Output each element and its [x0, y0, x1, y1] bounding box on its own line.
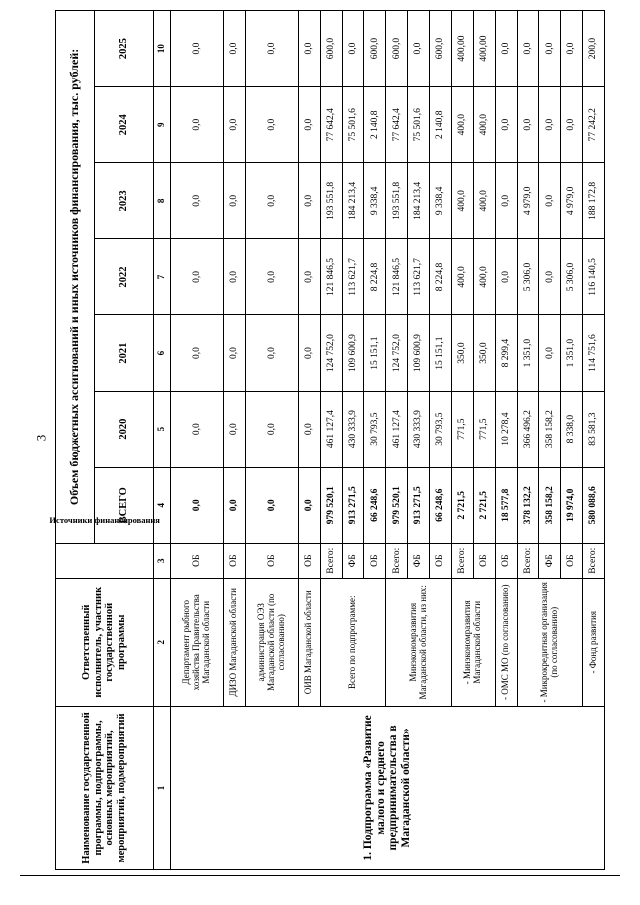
value-cell: 0,0: [170, 239, 223, 315]
value-cell: 0,0: [245, 467, 298, 543]
value-cell: 350,0: [451, 315, 473, 391]
source-cell: Всего:: [451, 543, 473, 578]
header-year-2022: 2022: [95, 239, 154, 315]
column-number: 7: [153, 239, 170, 315]
value-cell: 0,0: [170, 11, 223, 87]
value-cell: 771,5: [451, 391, 473, 467]
total-label: Всего по подпрограмме:: [320, 578, 386, 706]
value-cell: 0,0: [539, 87, 561, 163]
source-cell: ФБ: [342, 543, 364, 578]
value-cell: 0,0: [170, 163, 223, 239]
value-cell: 83 581,3: [583, 391, 605, 467]
value-cell: 0,0: [298, 87, 320, 163]
value-cell: 77 242,2: [583, 87, 605, 163]
value-cell: 358 158,2: [539, 467, 561, 543]
value-cell: 1 351,0: [517, 315, 539, 391]
source-cell: Всего:: [517, 543, 539, 578]
value-cell: 10 278,4: [495, 391, 517, 467]
value-cell: 0,0: [539, 11, 561, 87]
value-cell: 0,0: [298, 239, 320, 315]
value-cell: 113 621,7: [342, 239, 364, 315]
value-cell: 121 846,5: [320, 239, 342, 315]
value-cell: 461 127,4: [320, 391, 342, 467]
value-cell: 0,0: [495, 11, 517, 87]
header-volume: Объем бюджетных ассигнований и иных источников финансирования, тыс. рублей:: [56, 11, 95, 544]
value-cell: 400,0: [473, 239, 495, 315]
value-cell: 2 140,8: [364, 87, 386, 163]
value-cell: 0,0: [223, 315, 245, 391]
value-cell: 0,0: [245, 163, 298, 239]
column-number: 10: [153, 11, 170, 87]
value-cell: 184 213,4: [408, 163, 430, 239]
value-cell: 400,0: [451, 87, 473, 163]
value-cell: 0,0: [245, 315, 298, 391]
value-cell: 0,0: [245, 391, 298, 467]
value-cell: 121 846,5: [386, 239, 408, 315]
value-cell: 77 642,4: [320, 87, 342, 163]
value-cell: 109 600,9: [342, 315, 364, 391]
value-cell: 8 299,4: [495, 315, 517, 391]
value-cell: 5 306,0: [517, 239, 539, 315]
value-cell: 378 132,2: [517, 467, 539, 543]
value-cell: 0,0: [170, 87, 223, 163]
value-cell: 0,0: [298, 391, 320, 467]
value-cell: 8 338,0: [561, 391, 583, 467]
value-cell: 600,0: [320, 11, 342, 87]
source-cell: ОБ: [364, 543, 386, 578]
value-cell: 2 140,8: [430, 87, 452, 163]
value-cell: 66 248,6: [430, 467, 452, 543]
value-cell: 400,0: [473, 87, 495, 163]
value-cell: 0,0: [170, 391, 223, 467]
value-cell: 771,5: [473, 391, 495, 467]
value-cell: 30 793,5: [364, 391, 386, 467]
value-cell: 0,0: [342, 11, 364, 87]
source-cell: ОБ: [495, 543, 517, 578]
column-number: 2: [153, 578, 170, 706]
value-cell: 358 158,2: [539, 391, 561, 467]
value-cell: 75 501,6: [342, 87, 364, 163]
value-cell: 0,0: [223, 467, 245, 543]
column-number: 3: [153, 543, 170, 578]
value-cell: 0,0: [245, 11, 298, 87]
value-cell: 979 520,1: [386, 467, 408, 543]
source-cell: ОБ: [223, 543, 245, 578]
header-year-2021: 2021: [95, 315, 154, 391]
value-cell: 400,00: [451, 11, 473, 87]
value-cell: 124 752,0: [386, 315, 408, 391]
value-cell: 0,0: [245, 87, 298, 163]
sub-executor: - ОМС МО (по согласованию): [495, 578, 517, 706]
sub-executor: - Микрокредитная организация (по согласованию): [517, 578, 583, 706]
value-cell: 0,0: [539, 315, 561, 391]
executor-cell: ОИВ Магаданской области: [298, 578, 320, 706]
page-number: 3: [33, 434, 49, 442]
value-cell: 114 751,6: [583, 315, 605, 391]
budget-table: [49, 10, 605, 870]
executor-cell: ДИЗО Магаданской области: [223, 578, 245, 706]
value-cell: 109 600,9: [408, 315, 430, 391]
header-name: Наименование государственной программы, подпрограммы, основных мероприятий, мероприятий, подмероприятий: [56, 706, 154, 869]
value-cell: 600,0: [430, 11, 452, 87]
value-cell: 8 224,8: [364, 239, 386, 315]
source-cell: ОБ: [170, 543, 223, 578]
value-cell: 2 721,5: [473, 467, 495, 543]
value-cell: 366 496,2: [517, 391, 539, 467]
value-cell: 0,0: [223, 239, 245, 315]
value-cell: 979 520,1: [320, 467, 342, 543]
value-cell: 600,0: [386, 11, 408, 87]
value-cell: 0,0: [561, 87, 583, 163]
header-executor: Ответственный исполнитель, участник государственной программы: [56, 578, 154, 706]
value-cell: 0,0: [223, 87, 245, 163]
value-cell: 0,0: [245, 239, 298, 315]
header-year-2020: 2020: [95, 391, 154, 467]
value-cell: 18 577,8: [495, 467, 517, 543]
value-cell: 0,0: [495, 87, 517, 163]
value-cell: 400,0: [451, 239, 473, 315]
value-cell: 15 151,1: [430, 315, 452, 391]
value-cell: 0,0: [561, 11, 583, 87]
value-cell: 0,0: [539, 239, 561, 315]
column-number: 6: [153, 315, 170, 391]
executor-cell: администрация ОЭЗ Магаданской области (по согласованию): [245, 578, 298, 706]
value-cell: 0,0: [517, 87, 539, 163]
value-cell: 8 224,8: [430, 239, 452, 315]
source-cell: ФБ: [408, 543, 430, 578]
value-cell: 0,0: [298, 315, 320, 391]
column-number: 1: [153, 706, 170, 869]
value-cell: 9 338,4: [430, 163, 452, 239]
value-cell: 400,00: [473, 11, 495, 87]
value-cell: 430 333,9: [342, 391, 364, 467]
value-cell: 400,0: [451, 163, 473, 239]
value-cell: 19 974,0: [561, 467, 583, 543]
source-cell: ОБ: [298, 543, 320, 578]
source-cell: Всего:: [320, 543, 342, 578]
value-cell: 580 088,6: [583, 467, 605, 543]
value-cell: 0,0: [539, 163, 561, 239]
value-cell: 913 271,5: [342, 467, 364, 543]
footer-rule: [20, 875, 620, 876]
source-cell: ФБ: [539, 543, 561, 578]
table-row: [170, 11, 223, 870]
value-cell: 113 621,7: [408, 239, 430, 315]
value-cell: 0,0: [223, 11, 245, 87]
sub-executor: - Минэкономразвития Магаданской области: [451, 578, 495, 706]
value-cell: 0,0: [495, 239, 517, 315]
value-cell: 188 172,8: [583, 163, 605, 239]
source-cell: ОБ: [245, 543, 298, 578]
value-cell: 0,0: [495, 163, 517, 239]
header-total: ВСЕГО: [95, 467, 154, 543]
value-cell: 0,0: [170, 315, 223, 391]
value-cell: 77 642,4: [386, 87, 408, 163]
value-cell: 116 140,5: [583, 239, 605, 315]
value-cell: 0,0: [517, 11, 539, 87]
value-cell: 2 721,5: [451, 467, 473, 543]
value-cell: 5 306,0: [561, 239, 583, 315]
source-cell: Всего:: [583, 543, 605, 578]
value-cell: 0,0: [298, 467, 320, 543]
program-name: 1. Подпрограмма «Развитие малого и среднего предпринимательства в Магаданской области»: [170, 706, 604, 869]
sub-executor: - Фонд развития: [583, 578, 605, 706]
value-cell: 0,0: [408, 11, 430, 87]
value-cell: 0,0: [298, 11, 320, 87]
value-cell: 30 793,5: [430, 391, 452, 467]
value-cell: 193 551,8: [320, 163, 342, 239]
source-cell: ОБ: [430, 543, 452, 578]
header-year-2023: 2023: [95, 163, 154, 239]
column-number: 5: [153, 391, 170, 467]
value-cell: 66 248,6: [364, 467, 386, 543]
column-number: 4: [153, 467, 170, 543]
value-cell: 0,0: [170, 467, 223, 543]
value-cell: 1 351,0: [561, 315, 583, 391]
rotated-table-wrapper: [49, 10, 605, 870]
value-cell: 4 979,0: [517, 163, 539, 239]
value-cell: 600,0: [364, 11, 386, 87]
source-cell: ОБ: [561, 543, 583, 578]
value-cell: 200,0: [583, 11, 605, 87]
value-cell: 430 333,9: [408, 391, 430, 467]
value-cell: 400,0: [473, 163, 495, 239]
value-cell: 0,0: [298, 163, 320, 239]
header-year-2025: 2025: [95, 11, 154, 87]
header-year-2024: 2024: [95, 87, 154, 163]
value-cell: 193 551,8: [386, 163, 408, 239]
value-cell: 9 338,4: [364, 163, 386, 239]
column-number: 8: [153, 163, 170, 239]
value-cell: 0,0: [223, 163, 245, 239]
value-cell: 461 127,4: [386, 391, 408, 467]
value-cell: 75 501,6: [408, 87, 430, 163]
header-source: Источники финансирования: [56, 543, 154, 578]
value-cell: 4 979,0: [561, 163, 583, 239]
value-cell: 124 752,0: [320, 315, 342, 391]
value-cell: 913 271,5: [408, 467, 430, 543]
source-cell: ОБ: [473, 543, 495, 578]
value-cell: 350,0: [473, 315, 495, 391]
value-cell: 15 151,1: [364, 315, 386, 391]
column-number: 9: [153, 87, 170, 163]
ministry-label: Минэкономразвития Магаданской области, из них:: [386, 578, 452, 706]
value-cell: 0,0: [223, 391, 245, 467]
executor-cell: Департамент рыбного хозяйства Правительства Магаданской области: [170, 578, 223, 706]
value-cell: 184 213,4: [342, 163, 364, 239]
source-cell: Всего:: [386, 543, 408, 578]
